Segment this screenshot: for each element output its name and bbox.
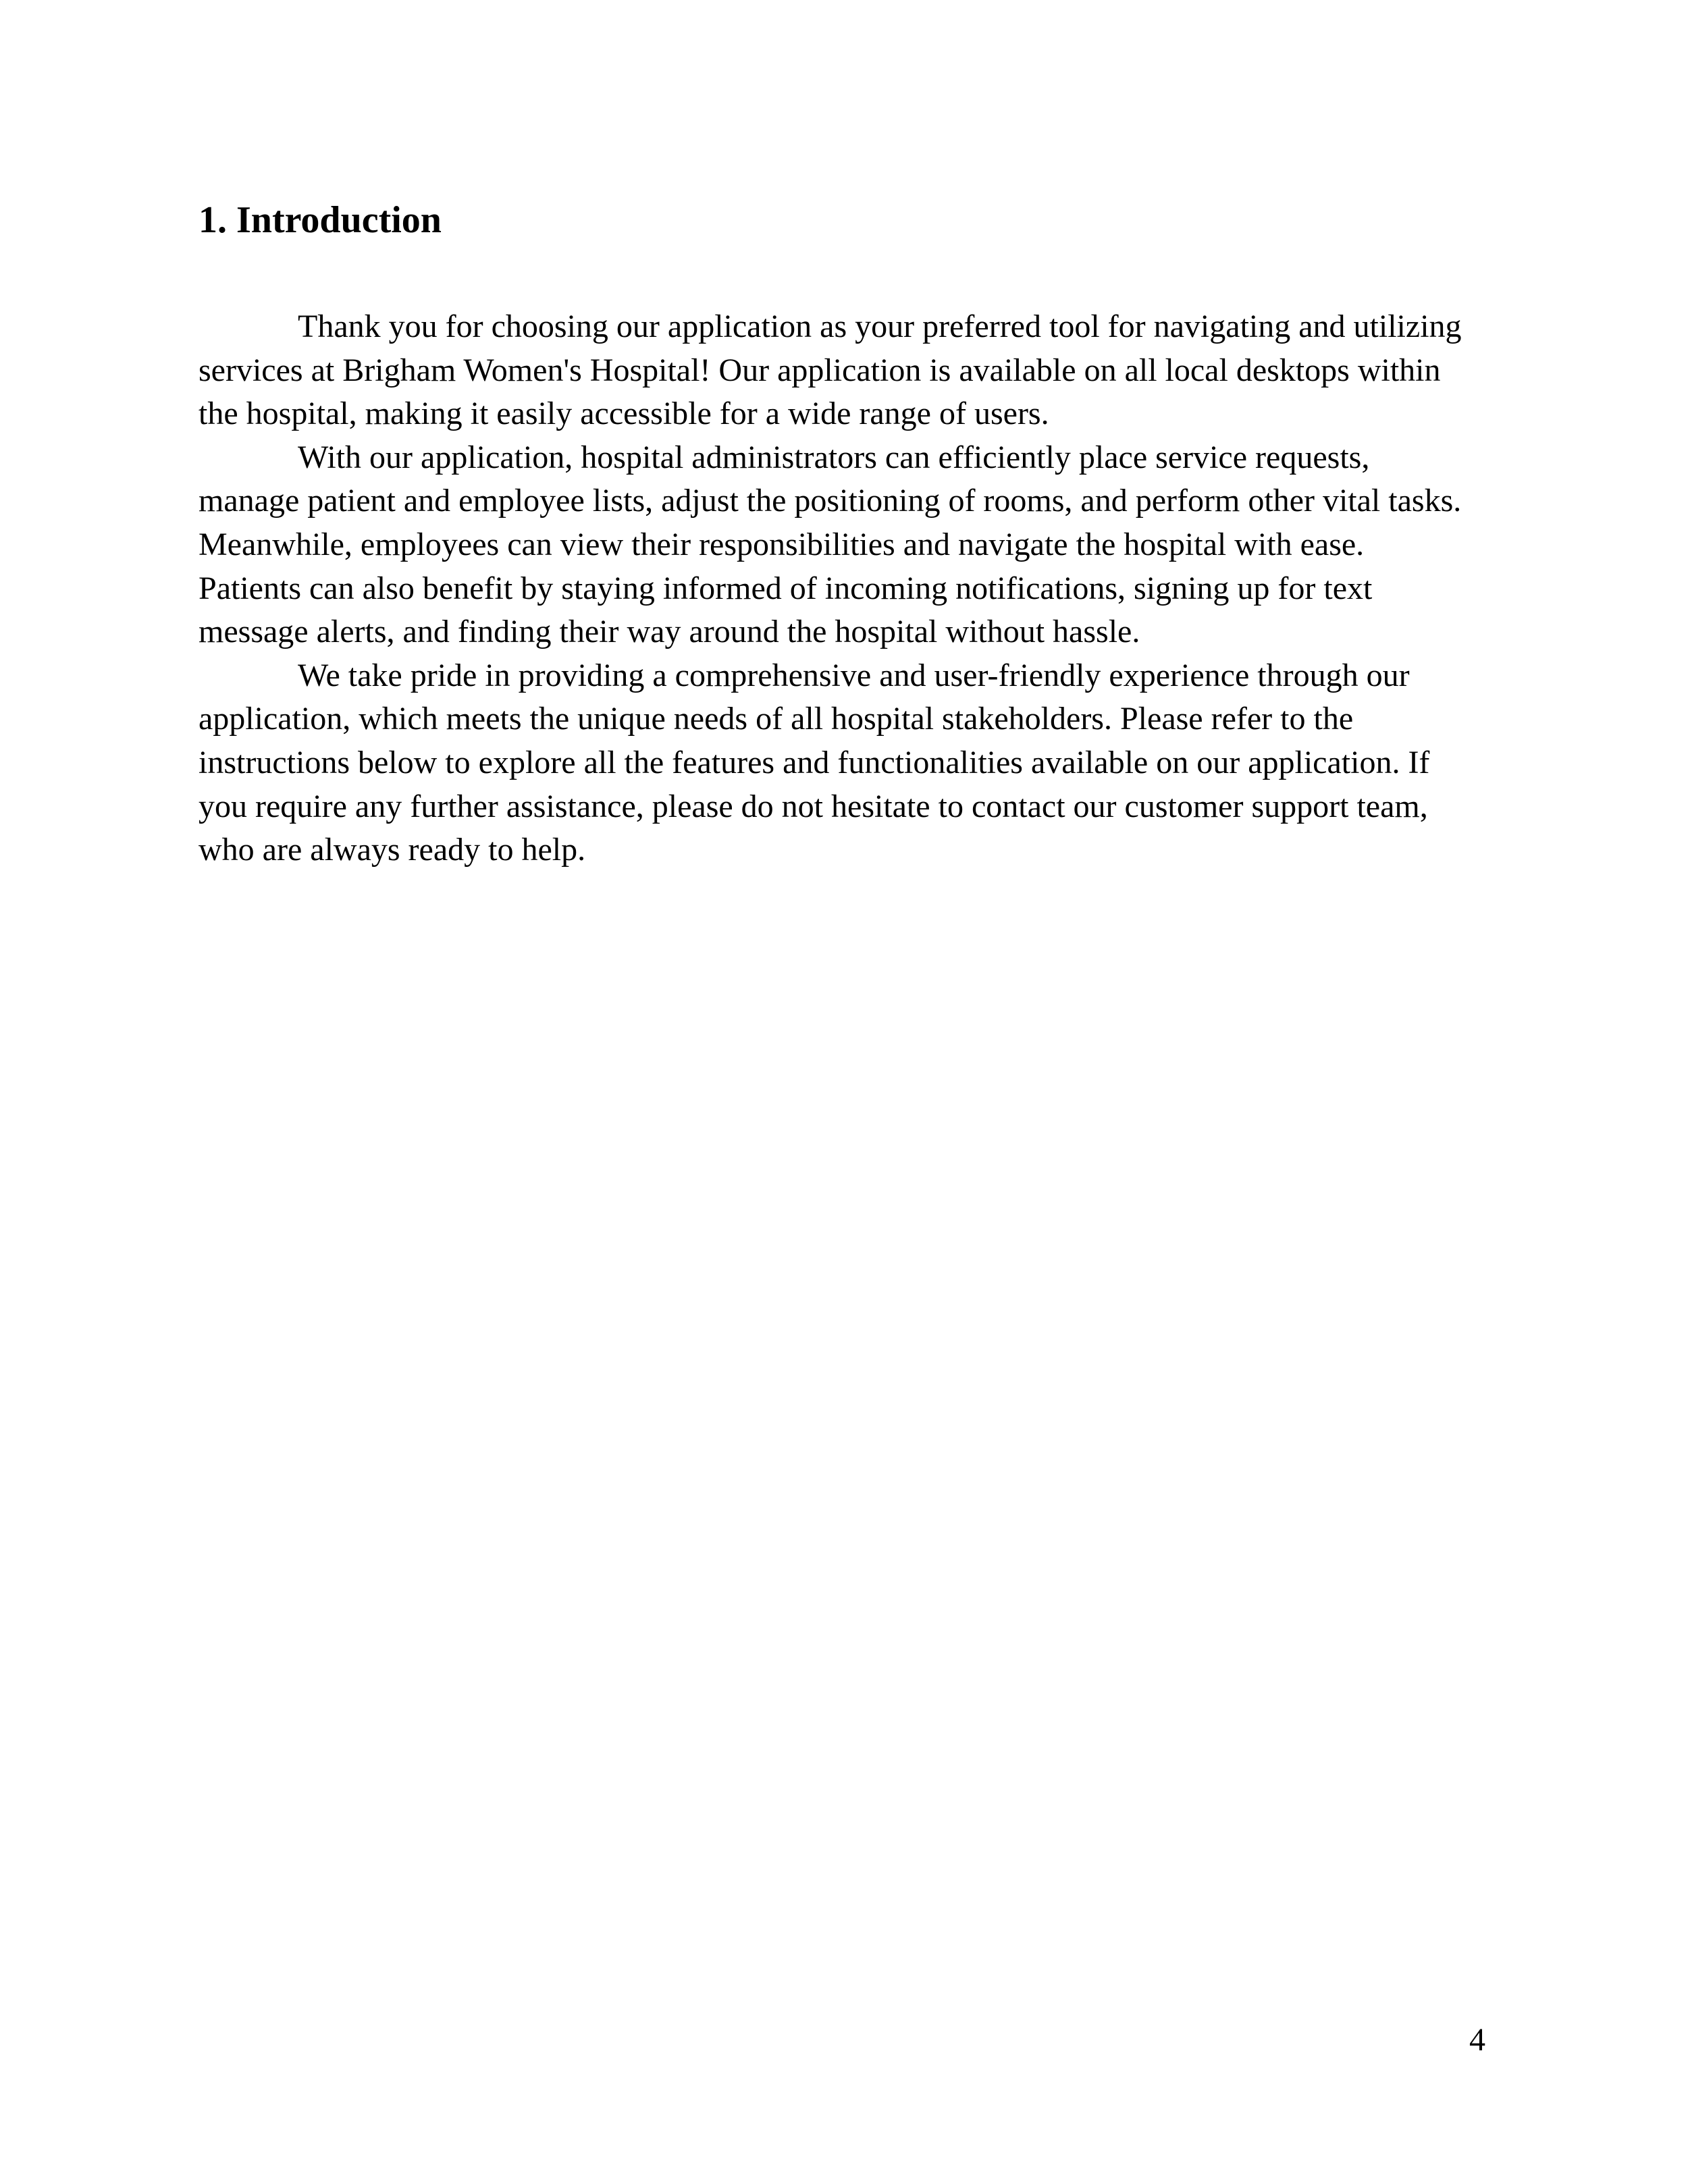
paragraph-line: With our application, hospital administrators can efficiently place service requests,	[298, 439, 1370, 475]
paragraph-line: the hospital, making it easily accessible for a wide range of users.	[199, 396, 1049, 432]
section-heading: 1. Introduction	[199, 199, 442, 241]
paragraph-line: who are always ready to help.	[199, 832, 586, 868]
paragraph-line: Patients can also benefit by staying informed of incoming notifications, signing up for text	[199, 570, 1373, 606]
paragraph-line: Thank you for choosing our application as your preferred tool for navigating and utilizing	[298, 309, 1462, 344]
paragraph-line: you require any further assistance, please do not hesitate to contact our customer support team,	[199, 788, 1428, 824]
paragraph-3	[199, 654, 1495, 872]
paragraph-line: application, which meets the unique needs of all hospital stakeholders. Please refer to the	[199, 701, 1354, 737]
paragraph-line: Meanwhile, employees can view their responsibilities and navigate the hospital with ease.	[199, 526, 1365, 562]
paragraph-1	[199, 305, 1495, 436]
introduction-body	[199, 305, 1495, 872]
paragraph-2	[199, 436, 1495, 654]
paragraph-line: instructions below to explore all the features and functionalities available on our application. If	[199, 744, 1430, 780]
paragraph-line: services at Brigham Women's Hospital! Our application is available on all local desktops within	[199, 352, 1441, 388]
page-number: 4	[1469, 2022, 1485, 2058]
paragraph-line: We take pride in providing a comprehensive and user-friendly experience through our	[298, 657, 1410, 693]
paragraph-line: manage patient and employee lists, adjust the positioning of rooms, and perform other vital tasks.	[199, 483, 1462, 519]
paragraph-line: message alerts, and finding their way around the hospital without hassle.	[199, 614, 1140, 650]
